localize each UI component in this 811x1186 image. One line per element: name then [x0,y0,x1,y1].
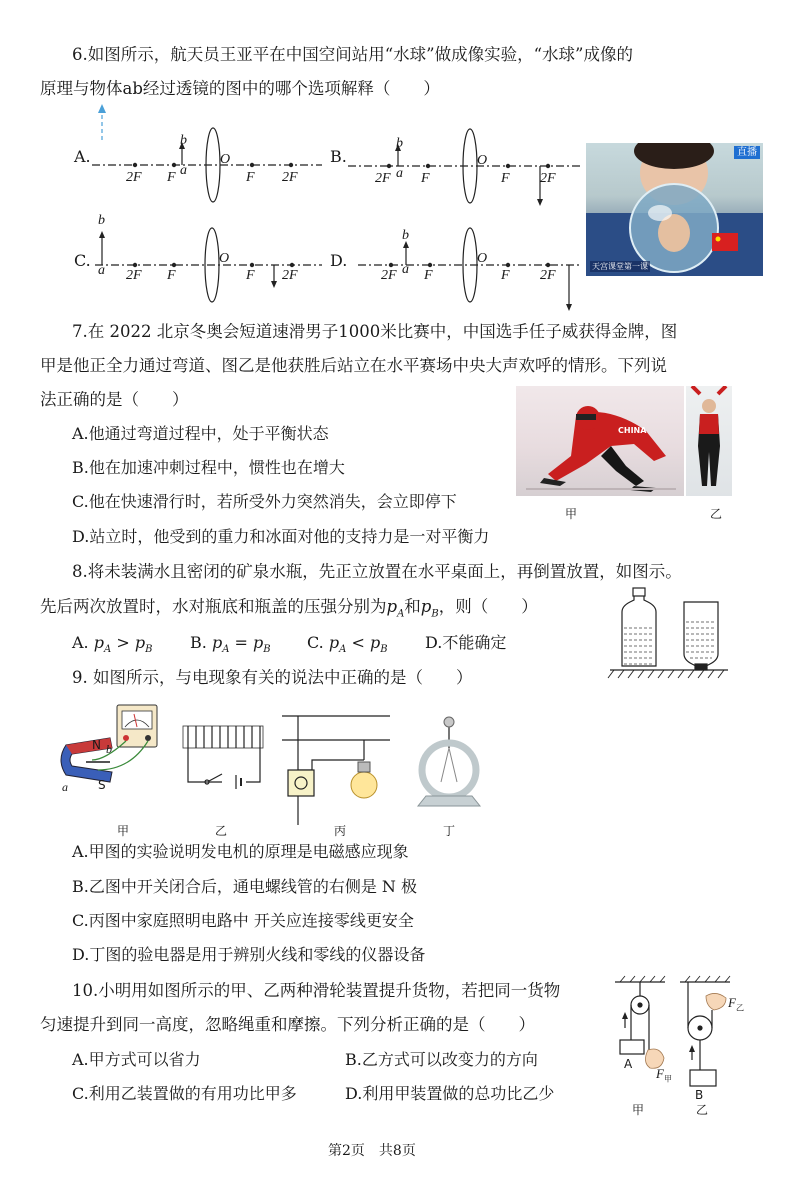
lens-d-o: O [477,251,488,266]
lens-b-f-left: F [421,171,430,186]
q6-option-b-label: B. [330,147,347,166]
q7-option-d: D.站立时，他受到的重力和冰面对他的支持力是一对平衡力 [72,527,490,546]
q8-b-pb: p [253,633,264,652]
lens-b-f-right: F [501,171,510,186]
force-f-yi [728,995,744,1014]
q8-a-pb: p [134,633,146,652]
q8-b-pb-sub: B [263,644,271,656]
q7-caption-yi: 乙 [710,507,723,521]
q10-option-d: D.利用甲装置做的总功比乙少 [345,1084,555,1103]
lens-a-2f-left: 2F [126,170,142,185]
q6-option-d-label: D. [330,251,348,270]
lens-d-2f-right: 2F [540,268,556,283]
q8-c-pb: p [369,633,381,652]
lens-c-2f-right: 2F [282,268,298,283]
q8-c-pa-sub: A [339,644,347,656]
lens-c-f-left: F [167,268,176,283]
q8-pa-symbol: p [386,597,398,616]
q8-line2-end: ，则（ ） [438,597,538,616]
q9-option-a: A.甲图的实验说明发电机的原理是电磁感应现象 [72,842,409,861]
q8-line2-text: 先后两次放置时，水对瓶底和瓶盖的压强分别为 [40,597,387,616]
q8-a-pa-sub: A [103,644,112,656]
q8-b-pa: p [211,633,223,652]
lens-a-f-left: F [167,170,176,185]
q6-line2: 原理与物体ab经过透镜的图中的哪个选项解释（ ） [40,79,440,98]
q10-line2: 匀速提升到同一高度，忽略绳重和摩擦。下列分析正确的是（ ） [40,1015,535,1034]
lens-c-o: O [219,251,230,266]
q8-option-c-label: C. [307,633,324,652]
lens-c-a: a [98,263,105,278]
q8-pb-symbol: p [420,597,432,616]
photo-live-badge: 直播 [734,146,760,159]
lens-a-f-right: F [246,170,255,185]
lens-b-a: a [396,166,403,181]
lens-d-f-left: F [424,268,433,283]
q10-option-a: A.甲方式可以省力 [72,1050,201,1069]
q6-option-a-label: A. [74,147,91,166]
pulley-a-label: A [624,1057,633,1071]
q7-option-a: A.他通过弯道过程中，处于平衡状态 [72,424,329,443]
lens-c-f-right: F [246,268,255,283]
photo-caption: 天宫课堂第一课 [592,262,648,271]
q8-and: 和 [404,597,421,616]
q7-option-b: B.他在加速冲刺过程中，惯性也在增大 [72,458,345,477]
q7-line1: 7.在 2022 北京冬奥会短道速滑男子1000米比赛中，中国选手任子威获得金牌，图 [72,322,678,341]
q9-caption-bing: 丙 [334,824,347,838]
q8-b-pa-sub: A [222,644,230,656]
force-f-jia-sub: 甲 [663,1074,672,1084]
q8-pb-sub: B [431,608,439,620]
q10-line1: 10.小明用如图所示的甲、乙两种滑轮装置提升货物，若把同一货物 [72,981,561,1000]
lens-a-a: a [180,163,187,178]
q8-c-pa: p [328,633,340,652]
skater-suit-text: CHINA [618,426,647,435]
q7-option-c: C.他在快速滑行时，若所受外力突然消失，会立即停下 [72,492,457,511]
q8-a-pa: p [93,633,104,652]
q6-option-c-label: C. [74,251,91,270]
lens-b-b: b [396,136,403,151]
lens-b-2f-right: 2F [540,171,556,186]
wire-a-label: a [62,780,68,794]
force-f-yi-symbol: F [728,995,736,1010]
pulley-b-label: B [695,1088,704,1102]
q9-option-d: D.丁图的验电器是用于辨别火线和零线的仪器设备 [72,945,426,964]
lens-b-2f-left: 2F [375,171,391,186]
force-f-jia [656,1066,672,1085]
force-f-jia-symbol: F [656,1066,664,1081]
wire-b-label: b [106,742,112,756]
q8-pa-sub: A [397,608,405,620]
lens-a-2f-right: 2F [282,170,298,185]
lens-c-2f-left: 2F [126,268,142,283]
magnet-s-label: S [98,778,106,792]
q8-option-d: D.不能确定 [425,633,507,652]
q8-a-relation: > [116,633,130,652]
q9-option-c: C.丙图中家庭照明电路中 开关应连接零线更安全 [72,911,414,930]
q7-line3: 法正确的是（ ） [40,390,189,409]
q8-c-pb-sub: B [380,644,388,656]
force-f-yi-sub: 乙 [735,1003,744,1013]
lens-d-f-right: F [501,268,510,283]
lens-b-o: O [477,153,488,168]
page-footer: 第2页 共8页 [328,1143,416,1159]
q8-c-relation: < [351,633,365,652]
q8-option-a-label: A. [72,633,89,652]
q9-line1: 9. 如图所示，与电现象有关的说法中正确的是（ ） [72,668,473,687]
q8-b-relation: = [234,633,248,652]
lens-d-b: b [402,228,409,243]
q10-option-b: B.乙方式可以改变力的方向 [345,1050,538,1069]
q7-line2: 甲是他正全力通过弯道、图乙是他获胜后站立在水平赛场中央大声欢呼的情形。下列说 [40,356,667,375]
q9-caption-jia: 甲 [117,824,130,838]
q6-line1: 6.如图所示，航天员王亚平在中国空间站用“水球”做成像实验，“水球”成像的 [72,45,633,64]
q8-option-b-label: B. [190,633,207,652]
q7-caption-jia: 甲 [565,507,578,521]
q9-caption-yi: 乙 [215,824,228,838]
q8-line1: 8.将未装满水且密闭的矿泉水瓶，先正立放置在水平桌面上，再倒置放置，如图示。 [72,562,682,581]
lens-d-2f-left: 2F [381,268,397,283]
q8-a-pb-sub: B [145,644,153,656]
lens-a-b: b [180,133,187,148]
lens-a-o: O [220,152,231,167]
q9-option-b: B.乙图中开关闭合后，通电螺线管的右侧是 N 极 [72,877,418,896]
q10-caption-yi: 乙 [696,1103,709,1117]
magnet-n-label: N [92,738,101,752]
q9-caption-ding: 丁 [443,824,456,838]
q10-caption-jia: 甲 [632,1103,645,1117]
lens-d-a: a [402,262,409,277]
lens-c-b: b [98,213,105,228]
q10-option-c: C.利用乙装置做的有用功比甲多 [72,1084,297,1103]
